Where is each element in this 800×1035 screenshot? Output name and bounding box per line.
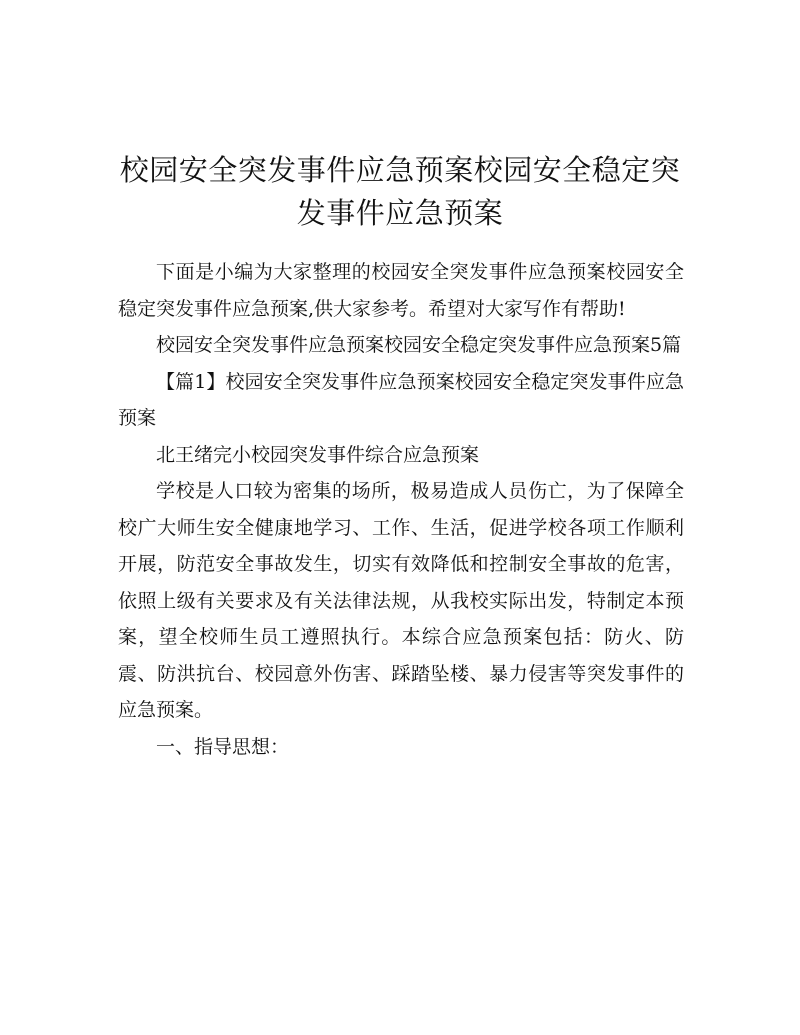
document-title: 校园安全突发事件应急预案校园安全稳定突发事件应急预案	[119, 153, 681, 231]
section-heading: 【篇1】校园安全突发事件应急预案校园安全稳定突发事件应急预案	[118, 370, 684, 429]
intro-paragraph: 下面是小编为大家整理的校园安全突发事件应急预案校园安全稳定突发事件应急预案,供大家参考。希望对大家写作有帮助!	[118, 261, 684, 320]
guiding-principles-heading: 一、指导思想：	[156, 735, 290, 758]
body-paragraph: 学校是人口较为密集的场所，极易造成人员伤亡，为了保障全校广大师生安全健康地学习、工作、生活，促进学校各项工作顺利开展，防范安全事故发生，切实有效降低和控制安全事故的危害，依照上级有关要求及有关法律法规，从我校实际出发，特制定本预案，望全校师生员工遵照执行。本综合应急预案包括：防火、防震、防洪抗台、校园意外伤害、踩踏坠楼、暴力侵害等突发事件的应急预案。	[118, 480, 684, 721]
document-body	[118, 254, 684, 765]
plan-title: 北王绪完小校园突发事件综合应急预案	[156, 443, 480, 466]
collection-heading: 校园安全突发事件应急预案校园安全稳定突发事件应急预案5篇	[156, 334, 682, 356]
